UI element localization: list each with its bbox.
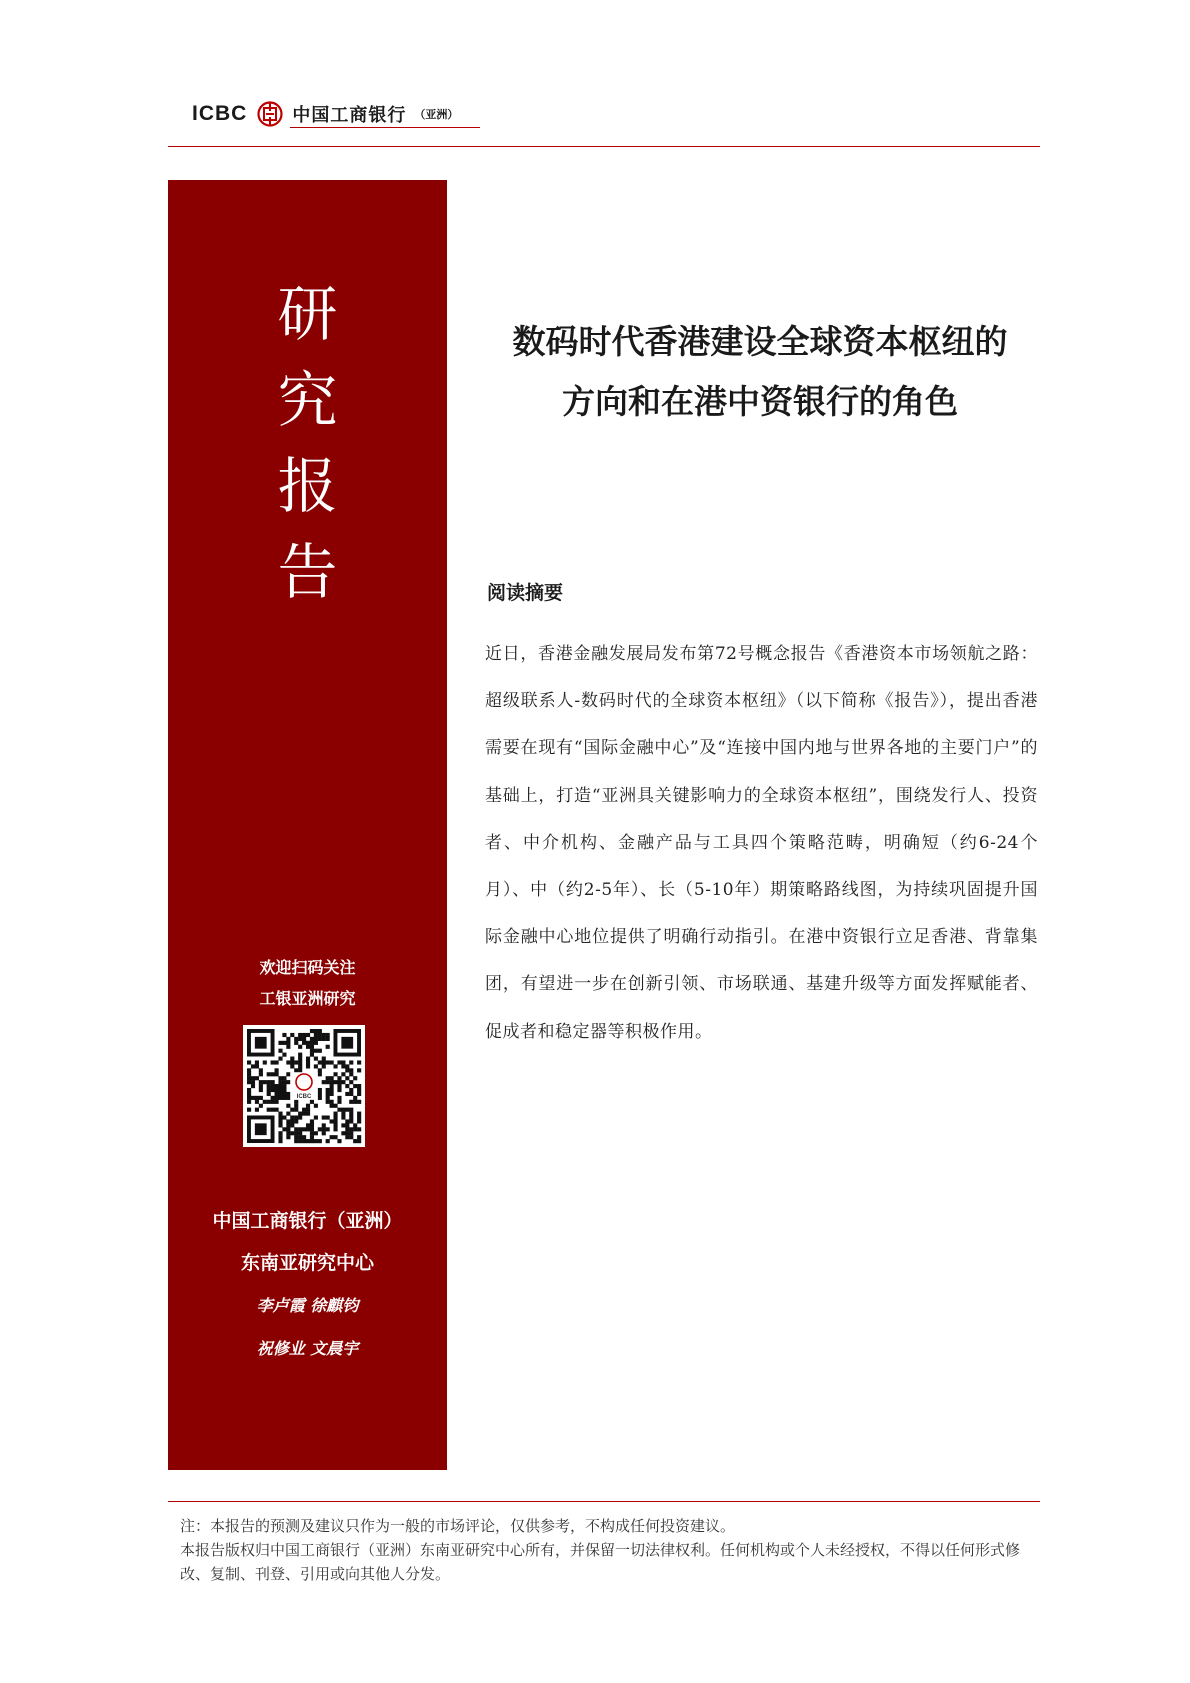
- footnote-disclaimer: 注：本报告的预测及建议只作为一般的市场评论，仅供参考，不构成任何投资建议。: [180, 1517, 736, 1535]
- report-title-line: 数码时代香港建设全球资本枢纽的: [512, 322, 1008, 361]
- sidebar-title-char: 究: [277, 366, 338, 436]
- top-divider: [168, 146, 1040, 147]
- header: [192, 96, 458, 132]
- org-name: 中国工商银行（亚洲）: [212, 1210, 403, 1232]
- summary-heading: 阅读摘要: [487, 582, 564, 604]
- logo-icbc-text: ICBC: [192, 102, 248, 125]
- qr-center-label: ICBC: [296, 1094, 312, 1100]
- sidebar-panel: [168, 180, 447, 1470]
- logo-bank-name: 中国工商银行: [292, 105, 407, 126]
- icbc-emblem-icon: [257, 101, 283, 127]
- sidebar-title-char: 研: [277, 280, 338, 350]
- footnote: [180, 1514, 1030, 1586]
- report-title: [470, 312, 1050, 432]
- qr-caption-line: 欢迎扫码关注: [259, 958, 356, 977]
- sidebar-title: [168, 272, 447, 616]
- qr-caption-line: 工银亚洲研究: [259, 989, 356, 1008]
- bottom-divider: [168, 1501, 1040, 1502]
- organization-info: [168, 1200, 447, 1370]
- logo-underline: [290, 127, 480, 128]
- org-department: 东南亚研究中心: [240, 1252, 374, 1274]
- sidebar-title-char: 报: [277, 452, 338, 522]
- logo-bank-sub: （亚洲）: [414, 108, 459, 121]
- summary-body: 近日，香港金融发展局发布第72号概念报告《香港资本市场领航之路：超级联系人-数码时代的全球资本枢纽》（以下简称《报告》），提出香港需要在现有“国际金融中心”及“连接中国内地与世界各地的主要门户”的基础上，打造“亚洲具关键影响力的全球资本枢纽”，围绕发行人、投资者、中介机构、金融产品与工具四个策略范畴，明确短（约6-24个月）、中（约2-5年）、长（5-10年）期策略路线图，为持续巩固提升国际金融中心地位提供了明确行动指引。在港中资银行立足香港、背靠集团，有望进一步在创新引领、市场联通、基建升级等方面发挥赋能者、促成者和稳定器等积极作用。: [485, 644, 1038, 1042]
- footnote-copyright: 本报告版权归中国工商银行（亚洲）东南亚研究中心所有，并保留一切法律权利。任何机构或个人未经授权，不得以任何形式修改、复制、刊登、引用或向其他人分发。: [180, 1541, 1021, 1583]
- report-title-line: 方向和在港中资银行的角色: [562, 382, 958, 421]
- qr-code[interactable]: [243, 1025, 365, 1147]
- authors-line: 李卢霞 徐麒钧: [256, 1296, 359, 1315]
- sidebar-title-char: 告: [277, 538, 338, 608]
- authors-line: 祝修业 文晨宇: [256, 1339, 359, 1358]
- qr-caption: [168, 952, 447, 1014]
